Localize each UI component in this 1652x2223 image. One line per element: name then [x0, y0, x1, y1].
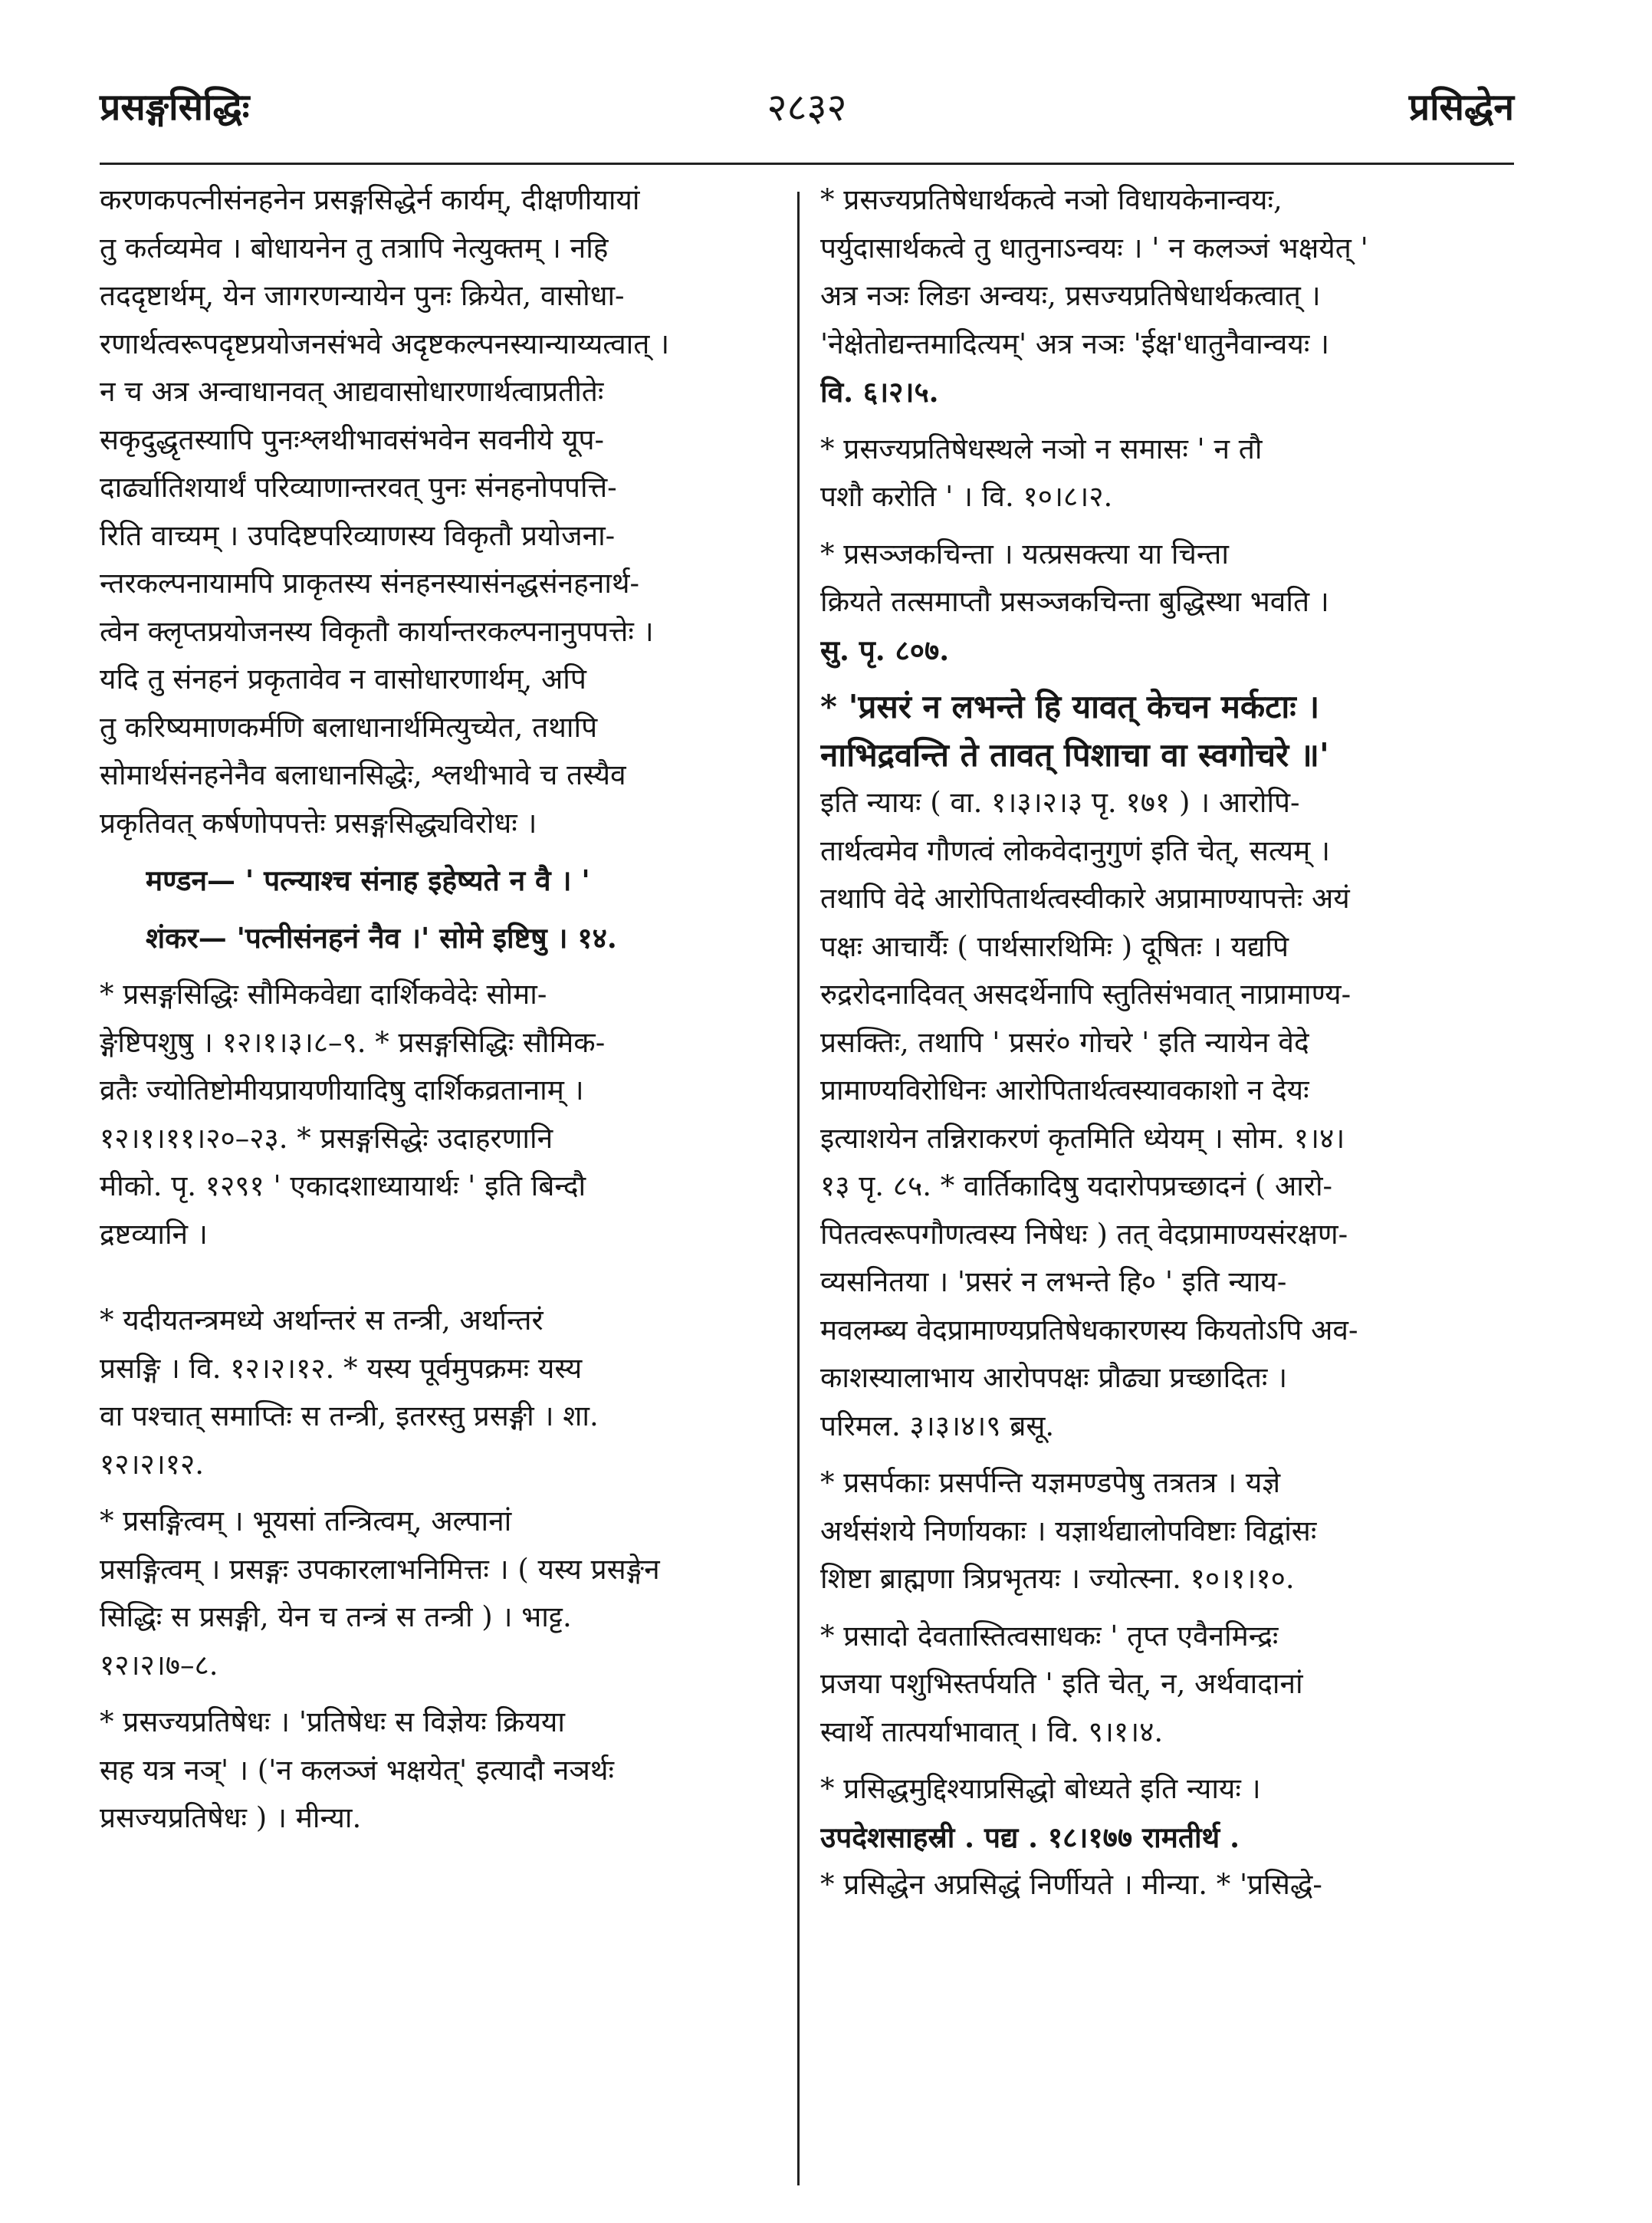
- text-line: पर्युदासार्थकत्वे तु धातुनाऽन्वयः । ' न कलञ्जं भक्षयेत् ': [820, 231, 1368, 265]
- text-line: * प्रसिद्धेन अप्रसिद्धं निर्णीयते । मीन्या. * 'प्रसिद्धे-: [820, 1868, 1322, 1901]
- text-line: अत्र नञः लिङा अन्वयः, प्रसज्यप्रतिषेधार्थकत्वात् ।: [820, 279, 1321, 312]
- text-line: सह यत्र नञ्' । ('न कलञ्जं भक्षयेत्' इत्यादौ नञर्थः: [100, 1753, 614, 1787]
- text-line: तददृष्टार्थम्, येन जागरणन्यायेन पुनः क्रियेत, वासोधा-: [100, 279, 625, 312]
- text-line: रिति वाच्यम् । उपदिष्टपरिव्याणस्य विकृतौ प्रयोजना-: [100, 518, 616, 552]
- text-line: प्रसङ्गि । वि. १२।२।१२. * यस्य पूर्वमुपक्रमः यस्य: [100, 1351, 583, 1385]
- text-line: वि. ६।२।५.: [820, 375, 939, 409]
- text-line: काशस्यालाभाय आरोपपक्षः प्रौढ्या प्रच्छादितः ।: [820, 1361, 1288, 1394]
- entry-paragraph: [820, 683, 1514, 1450]
- text-line: यदि तु संनहनं प्रकृतावेव न वासोधारणार्थम्, अपि: [100, 663, 586, 696]
- entry-paragraph: [100, 971, 774, 1258]
- text-line: प्रामाण्यविरोधिनः आरोपितार्थत्वस्यावकाशो न देयः: [820, 1074, 1309, 1107]
- text-line: मवलम्ब्य वेदप्रामाण्यप्रतिषेधकारणस्य कियतोऽपि अव-: [820, 1313, 1358, 1347]
- text-line: तार्थत्वमेव गौणत्वं लोकवेदानुगुणं इति चेत्, सत्यम् ।: [820, 834, 1331, 867]
- text-line: * प्रसर्पकाः प्रसर्पन्ति यज्ञमण्डपेषु तत्रतत्र । यज्ञे: [820, 1466, 1281, 1499]
- text-line: सु. पृ. ८०७.: [820, 633, 950, 667]
- text-line: पशौ करोति ' । वि. १०।८।२.: [820, 480, 1113, 513]
- text-line: * प्रसञ्जकचिन्ता । यत्प्रसक्त्या या चिन्ता: [820, 537, 1229, 571]
- running-head-left: प्रसङ्गसिद्धिः: [100, 86, 250, 129]
- text-line: इति न्यायः ( वा. १।३।२।३ पृ. १७१ ) । आरोपि-: [820, 786, 1300, 819]
- entry-paragraph: [820, 176, 1514, 416]
- text-line: उपदेशसाहस्री . पद्य . १८।१७७ रामतीर्थ .: [820, 1820, 1240, 1854]
- text-line: * प्रसज्यप्रतिषेधः । 'प्रतिषेधः स विज्ञेयः क्रियया: [100, 1705, 565, 1738]
- text-line: प्रसङ्गित्वम् । प्रसङ्गः उपकारलाभनिमित्तः । ( यस्य प्रसङ्गेन: [100, 1552, 660, 1586]
- text-line: ङ्गेष्टिपशुषु । १२।१।३।८–९. * प्रसङ्गसिद्धिः सौमिक-: [100, 1025, 606, 1059]
- text-line: न्तरकल्पनायामपि प्राकृतस्य संनहनस्यासंनद्धसंनहनार्थ-: [100, 567, 640, 600]
- text-line: प्रजया पशुभिस्तर्पयति ' इति चेत्, न, अर्थवादानां: [820, 1667, 1303, 1700]
- left-column: [100, 176, 774, 1852]
- text-line: * प्रसज्यप्रतिषेधस्थले नञो न समासः ' न तौ: [820, 432, 1263, 465]
- text-line: * प्रसङ्गित्वम् । भूयसां तन्त्रित्वम्, अल्पानां: [100, 1504, 512, 1537]
- text-line: इत्याशयेन तन्निराकरणं कृतमिति ध्येयम् । सोम. १।४।: [820, 1121, 1345, 1155]
- verse-line: [100, 914, 774, 962]
- page-number: २८३२: [767, 85, 847, 130]
- text-line: * प्रसङ्गसिद्धिः सौमिकवेद्या दार्शिकवेदेः सोमा-: [100, 978, 547, 1011]
- text-line: प्रकृतिवत् कर्षणोपपत्तेः प्रसङ्गसिद्ध्यविरोधः ।: [100, 806, 537, 840]
- text-line: व्यसनितया । 'प्रसरं न लभन्ते हि० ' इति न्याय-: [820, 1265, 1287, 1298]
- text-line: तु करिष्यमाणकर्मणि बलाधानार्थमित्युच्येत, तथापि: [100, 710, 598, 744]
- entry-paragraph: [820, 1613, 1514, 1757]
- text-line: स्वार्थे तात्पर्याभावात् । वि. ९।१।४.: [820, 1715, 1164, 1748]
- text-line: वा पश्चात् समाप्तिः स तन्त्री, इतरस्तु प्रसङ्गी । शा.: [100, 1399, 599, 1432]
- text-line: सिद्धिः स प्रसङ्गी, येन च तन्त्रं स तन्त्री ) । भाट्ट.: [100, 1600, 572, 1633]
- entry-paragraph: [100, 1698, 774, 1843]
- text-line: रुद्ररोदनादिवत् असदर्थेनापि स्तुतिसंभवात् नाप्रामाण्य-: [820, 978, 1351, 1011]
- text-line: पक्षः आचार्यैः ( पार्थसारथिमिः ) दूषितः । यद्यपि: [820, 929, 1289, 963]
- text-line: १३ पृ. ८५. * वार्तिकादिषु यदारोपप्रच्छादनं ( आरो-: [820, 1169, 1333, 1202]
- text-line: अर्थसंशये निर्णायकाः । यज्ञार्थद्यालोपविष्टाः विद्वांसः: [820, 1514, 1317, 1547]
- text-line: मीको. पृ. १२९१ ' एकादशाध्यायार्थः ' इति बिन्दौ: [100, 1169, 586, 1202]
- text-line: तु कर्तव्यमेव । बोधायनेन तु तत्रापि नेत्युक्तम् । नहि: [100, 231, 609, 265]
- text-line: प्रसक्तिः, तथापि ' प्रसरं० गोचरे ' इति न्यायेन वेदे: [820, 1025, 1309, 1059]
- column-divider: [797, 192, 800, 2185]
- running-head: [100, 84, 1514, 146]
- text-line: पितत्वरूपगौणत्वस्य निषेधः ) तत् वेदप्रामाण्यसंरक्षण-: [820, 1217, 1348, 1251]
- text-line: * प्रसादो देवतास्तित्वसाधकः ' तृप्त एवैनमिन्द्रः: [820, 1619, 1279, 1652]
- spacer: [100, 1268, 774, 1297]
- entry-paragraph: [820, 1765, 1514, 1909]
- text-line: * प्रसिद्धमुद्दिश्याप्रसिद्धो बोध्यते इति न्यायः ।: [820, 1772, 1261, 1805]
- entry-paragraph: [100, 1297, 774, 1488]
- entry-paragraph: [820, 531, 1514, 675]
- entry-paragraph: [820, 1459, 1514, 1603]
- text-line: करणकपत्नीसंनहनेन प्रसङ्गसिद्धेर्न कार्यम्, दीक्षणीयायां: [100, 183, 640, 216]
- text-line: क्रियते तत्समाप्तौ प्रसञ्जकचिन्ता बुद्धिस्था भवति ।: [820, 585, 1329, 618]
- running-head-right: प्रसिद्धेन: [1408, 86, 1514, 129]
- text-line: १२।१।११।२०–२३. * प्रसङ्गसिद्धेः उदाहरणानि: [100, 1121, 553, 1155]
- text-line: द्रष्टव्यानि ।: [100, 1217, 208, 1251]
- text-line: शंकर— 'पत्नीसंनहनं नैव ।' सोमे इष्टिषु । १४.: [146, 920, 617, 955]
- text-line: * यदीयतन्त्रमध्ये अर्थान्तरं स तन्त्री, अर्थान्तरं: [100, 1304, 544, 1337]
- text-line: न च अत्र अन्वाधानवत् आद्यवासोधारणार्थत्वाप्रतीतेः: [100, 375, 604, 408]
- entry-paragraph: [100, 176, 774, 847]
- text-line: दार्ढ्यातिशयार्थं परिव्याणान्तरवत् पुनः संनहनोपपत्ति-: [100, 471, 617, 504]
- header-rule: [100, 163, 1514, 165]
- text-line: परिमल. ३।३।४।९ ब्रसू.: [820, 1409, 1055, 1442]
- entry-paragraph: [820, 426, 1514, 521]
- text-line: * 'प्रसरं न लभन्ते हि यावत् केचन मर्कटाः ।: [820, 688, 1320, 725]
- text-line: सोमार्थसंनहनेनैव बलाधानसिद्धेः, श्लथीभावे च तस्यैव: [100, 758, 626, 791]
- text-line: व्रतैः ज्योतिष्टोमीयप्रायणीयादिषु दार्शिकव्रतानाम् ।: [100, 1074, 584, 1107]
- text-line: सकृदुद्धृतस्यापि पुनःश्लथीभावसंभवेन सवनीये यूप-: [100, 423, 605, 456]
- text-line: १२।२।१२.: [100, 1447, 205, 1481]
- text-line: प्रसज्यप्रतिषेधः ) । मीन्या.: [100, 1801, 362, 1834]
- verse-line: [100, 857, 774, 905]
- text-line: 'नेक्षेतोद्यन्तमादित्यम्' अत्र नञः 'ईक्ष'धातुनैवान्वयः ।: [820, 327, 1330, 360]
- text-line: मण्डन— ' पत्न्याश्च संनाह इहेष्यते न वै । ': [146, 863, 590, 897]
- text-line: शिष्टा ब्राह्मणा त्रिप्रभृतयः । ज्योत्स्ना. १०।१।१०.: [820, 1562, 1295, 1595]
- entry-paragraph: [100, 1498, 774, 1689]
- right-column: [820, 176, 1514, 1919]
- text-line: * प्रसज्यप्रतिषेधार्थकत्वे नञो विधायकेनान्वयः,: [820, 183, 1283, 216]
- text-line: रणार्थत्वरूपदृष्टप्रयोजनसंभवे अदृष्टकल्पनस्यान्याय्यत्वात् ।: [100, 327, 670, 360]
- text-line: त्वेन क्लृप्तप्रयोजनस्य विकृतौ कार्यान्तरकल्पनानुपपत्तेः ।: [100, 614, 654, 648]
- text-line: नाभिद्रवन्ति ते तावत् पिशाचा वा स्वगोचरे ॥': [820, 735, 1329, 774]
- text-line: तथापि वेदे आरोपितार्थत्वस्वीकारे अप्रामाण्यापत्तेः अयं: [820, 882, 1350, 915]
- text-line: १२।२।७–८.: [100, 1648, 218, 1682]
